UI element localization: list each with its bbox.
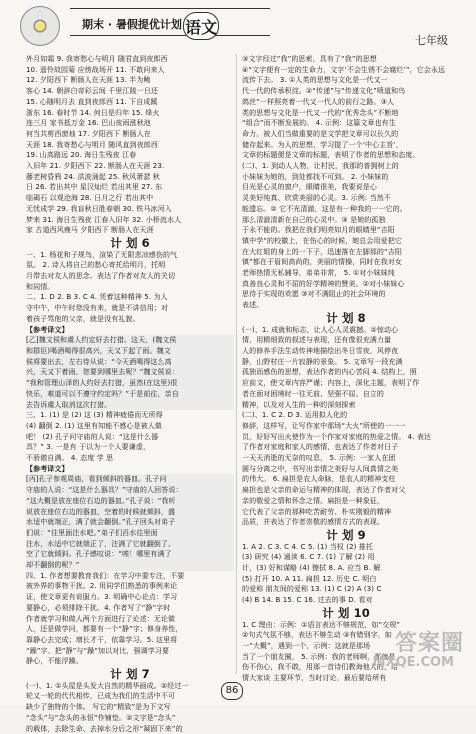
subject-badge: 语文: [183, 12, 219, 40]
answer-line: 证，使文章更有说服力。3. 明确中心论点：学习: [26, 593, 178, 602]
translation-line: [丙]孔子参观周庙，看到倾斜的器皿。孔子问: [26, 474, 234, 485]
answer-line: 的伟大。 6. 扁担是农人命脉，是农人的精神支柱: [242, 475, 396, 484]
answer-line: 真善良心灵和不屈的好学精神的赞美。②对小妹妹心: [242, 279, 405, 288]
answer-line: (二)、1. 到动人人物，让村民，我那的普拥树上的: [242, 162, 399, 171]
answer-line: 文章的标题便是文章的标题，表明了作者的思想和态度。: [242, 151, 420, 160]
answer-line: 1. A 2. C 3. C 4. C 5. (1) 当权 (2) 推托: [242, 542, 373, 551]
answer-line: 表述。: [242, 301, 264, 310]
answer-line: 目光是心灵的窗户，眼睛很美，我要说是心: [242, 183, 377, 192]
translation-line: 侯将要出去，左右侍从说：“今天酒喝得这么高: [26, 357, 234, 368]
answer-line: 思待于实现的欢愿 ③对不满阻止的社会环境的: [242, 290, 386, 299]
answer-line: “念头”与“念头的永恒”作铺垫。②文字是“念头”: [26, 713, 176, 722]
answer-line: 它代表了父亲的那种吃苦耐劳、朴实刚毅的精神: [242, 507, 392, 516]
translation-line: 快乐，难道可以不遵守约定吗？”于是前往，亲自: [26, 389, 234, 400]
answer-line: 无忧成学 29. 我盲秋日胜春朝 30. 铁马冰河入: [26, 204, 172, 213]
left-column: [26, 54, 234, 734]
answer-line: 作者就学习和做人两个方面进行了论述：无论做: [26, 614, 176, 623]
answer-line: 情，用精细致的叙述与表现，还有像很充满力量: [242, 336, 392, 345]
answer-line: 一“大概”，遇到一个，示例：这就是那场: [242, 641, 371, 650]
answer-line: 具？” 3. 一是有 于以为一个人要谦虚，: [26, 443, 151, 452]
translation-line: [乙]魏文侯和虞人约定好去打猎。这天，(魏文侯: [26, 335, 234, 346]
translation-line: 去告诉虞人取消这次打猎。: [26, 400, 234, 411]
answer-line: 静，山野村庄一片寂静的景象。 5. 文章写一段充满: [242, 357, 403, 366]
answer-line: 小妹妹为她的，到处都找不可到。 2. 小妹妹的: [242, 172, 389, 181]
translation-line: 水适中就端正，满了就会翻倒。”孔子回头对弟子: [26, 517, 234, 528]
answer-line: 圆与分离之中，书写出亲情之美好与人间真情之美: [242, 464, 399, 473]
answer-line: 四、1. 作者想要教育我们：在学习中要专注，不要: [26, 571, 185, 580]
answer-line: ④“文字便有一定的生命力，文字‘不会生锈不会腐烂’”，它会永远: [242, 65, 446, 74]
plan-heading: 计 划 9: [326, 527, 366, 542]
answer-line: 不骄傲自满。 4. 态度 学 思: [26, 454, 114, 463]
plan-heading: 计 划 6: [110, 235, 150, 250]
plan-heading: 计 划 10: [322, 605, 370, 620]
answer-line: 灵美好纯真、欣赏美丽的心灵。3. 示例: 当然不: [242, 194, 391, 203]
answer-line: 和同情。: [26, 282, 55, 291]
answer-line: 19. 山高路远 20. 海日生残夜 江春: [26, 151, 137, 160]
answer-line: 镇”都在于眉间高尚的，美丽的情操，同时在我对女: [242, 258, 402, 267]
answer-line: 代一代的传承积淀。②“传递”与“传递文化”喷道和鸟: [242, 87, 406, 96]
answer-line: 了作者对家庭和家人的感情，也表达了作者对日子: [242, 443, 399, 452]
translation-line: 说放在座位右边的器皿，空着的时候就倾斜，盛: [26, 507, 234, 518]
answer-line: 流传下去。 3. ①人类的思想与文化是一代又一: [242, 76, 388, 85]
answer-line: “组合”而不断发展的。 4. 示例：这篇文章也有生: [242, 119, 396, 128]
answer-line: 梦来 31. 海日生残夜 江春入旧年 32. 小桥流水人: [26, 215, 182, 224]
answer-line: ③文字经过“我”的思索，具有了“我”的思想: [242, 55, 377, 63]
answer-line: 家 古道西风瘦马 夕阳西下 断肠人在天涯: [26, 226, 154, 235]
answer-line: 入旧年 21. 夕阳西下 22. 断肠人在天涯 23.: [26, 162, 165, 171]
translation-line: 却不翻倒的呢？”: [26, 560, 234, 571]
grade-label: 七年级: [415, 34, 448, 47]
answer-line: 藤老树昏鸦 24. 洪波涌起 25. 秋风萧瑟 秋: [26, 172, 160, 181]
answer-line: 浙东 16. 春时节 14. 何日是归年 15. 烽火: [26, 108, 160, 117]
reference-translation-label: 【参考译文】: [26, 464, 69, 473]
answer-line: 连三月 家书抵万金 16. 巴山夜雨涨秋池: [26, 119, 151, 128]
series-title: 期末 · 暑假提优计划: [82, 18, 182, 31]
answer-line: 修辞，这样写，让写作家中那场“大火”所使的一一一: [242, 421, 406, 430]
answer-line: 一天天消逝的无奈的叹息， 5. 示例：一家人在团: [242, 454, 396, 463]
answer-line: 吧！ (2) 孔子问守庙的人说：“这是什么器: [26, 432, 159, 441]
right-column: [242, 54, 450, 684]
answer-line: 鸽丝”一样照亮着一代又一代人的前行之路。③人: [242, 97, 395, 106]
answer-line: 在大红姐的身上的一下子，迅速落在左脚那的“吉阳: [242, 247, 402, 256]
answer-line: (3) 研究 (4) 通读 6. C 7. (1) 了解 (2) 用: [242, 553, 375, 562]
answer-line: 应前文，使文章内容严谨；内容上，深化主题，表明了作: [242, 379, 420, 388]
answer-line: 静心，不能浮躁。: [26, 657, 83, 666]
answer-line: 何当共剪西窗烛 17. 夕阳西下 断肠人在: [26, 129, 151, 138]
answer-line: 被外界的事物干扰。2. 用同学们熟悉的事例来论: [26, 582, 178, 591]
answer-line: 一、1. 杨花和子规鸟，渲染了无限悲凉感伤的气: [26, 250, 178, 259]
answer-line: 精神，以及对人生的一种的深刻探索: [242, 400, 356, 409]
answer-line: “躁”字、把“静”与“躁”加以对比，强调学习要: [26, 646, 170, 655]
answer-line: 计，(3) 好和谋略 (4) 擦拭 8. A. 应当 B. 解: [242, 564, 381, 573]
answer-line: 外月如霜 9. 我寄愁心与明月 随君直到夜郎西: [26, 55, 168, 63]
answer-line: 情大家谈 主要环节，当时讨论，最后要给所有: [242, 674, 387, 683]
answer-line: 当了一个朋友圈， 5. 示例：我的老师啊，那就是: [242, 652, 396, 661]
answer-line: 孤独而感伤的思想，表达作者的内心苦闷 4. 结构上，照: [242, 368, 417, 377]
answer-line: 日 26. 若出其中 星汉灿烂 若出其里 27. 东: [26, 183, 163, 192]
answer-line: 人，还是做学问，都要有一个“静”字；修身养性，: [26, 625, 183, 634]
answer-line: (一)、1. 成就和标志，让人心人灵震撼。②惊动心: [242, 325, 399, 334]
answer-line: 二、1. D 2. B 3. C 4. 凭着这种精神 5. 为人: [26, 293, 168, 302]
answer-line: 客心 14. 朝辞白帝彩云间 千里江陵一日还: [26, 87, 159, 96]
answer-line: 守中午，中午时您没有来，就是不讲信用；对: [26, 304, 168, 313]
answer-line: 镇中学”的校徽上，在伤心的时候，她总会用爱把它: [242, 236, 402, 245]
answer-line: 月带去对友人的思念。表达了作者对友人的关切: [26, 272, 176, 281]
answer-line: 亲的敬爱之情和怀念之情。扁担是一种象征，: [242, 496, 384, 505]
answer-line: 缺少了独特的个体。 写它的“精致”是为下文写: [26, 703, 171, 712]
translation-line: “我和管理山泽的人约好去打猎，虽然(在这里)很: [26, 378, 234, 389]
answer-line: 类的思想与文化是一代又一代的“优秀念头”不断地: [242, 108, 399, 117]
reference-translation-label: 【参考译文】: [26, 325, 69, 334]
answer-line: 者在面对困境时一往无前、坚强不屈、自立的: [242, 389, 384, 398]
answer-line: 人的修养手法生动传神地描绘出冬日雪夜，风停夜: [242, 346, 399, 355]
translation-line: 和群臣)喝酒喝得很高兴，天又下起了雨。魏文: [26, 346, 234, 357]
answer-line: (一)、1. ①头屋是头发大自然的精华画成。②经过一: [26, 681, 189, 690]
answer-line: 的载体，去除生命、去掉水分后之形“凝固下来”的: [26, 724, 183, 733]
page-header: [0, 0, 476, 50]
answer-line: (5) 打开 10. A 11. 扁担 12. 历史 C. 明白: [242, 574, 377, 583]
answer-line: 能遗忘。② 它不光清澈，这是有一种我的一一它的。: [242, 204, 407, 213]
answer-line: 轮又一轮的代代相传，已成为我们的生活中不可: [26, 692, 176, 701]
translation-line: 兴，天又下着雨，您要到哪里去呢？”魏文侯说：: [26, 367, 234, 378]
answer-line: 12. 夕阳西下 断肠人在天涯 13. 半为鲍: [26, 76, 151, 85]
flower-logo-icon: [20, 6, 60, 46]
translation-line: “这大概是放在座位右边的器皿。”孔子说：“我听: [26, 496, 234, 507]
answer-line: 1. C 理由：示例：①语言表达不够规范，如“交规”: [242, 620, 401, 629]
answer-line: (4) 翻倒 2. (1) 这里有知能不感心是被人做: [26, 421, 163, 430]
translation-line: 守庙的人说：“这是什么器具？”守庙的人回答说：: [26, 485, 234, 496]
answer-line: 氛。 2. 诗人将自己的愁心寄托给明月，托明: [26, 261, 166, 270]
plan-heading: 计 划 7: [110, 667, 150, 682]
answer-line: 老师热情无私辅导，弟弟非常， 5. ①对小妹妹纯: [242, 269, 395, 278]
answer-line: 临碣石 以观沧海 28. 日月之行 若出其中: [26, 194, 154, 203]
answer-line: (4) B 14. B 15. C 16. 过去的事 D. 看对: [242, 596, 373, 605]
answer-line: 的爱称 朋友间的爱称 13. (1) C (2) A (3) C: [242, 585, 382, 594]
column-divider: [236, 54, 237, 674]
plan-heading: 计 划 8: [326, 310, 366, 325]
answer-line: 命力。被人们当做重要的是文学把文章可以长久的: [242, 129, 399, 138]
answer-line: 天涯 18. 我寄愁心与明月 随风直到夜郎西: [26, 140, 159, 149]
answer-line: 着孩子骂他的父亲，就是没有礼貌。: [26, 314, 140, 323]
answer-line: 15. 心随明月去 直到夜郎西 11. 下自成蹊: [26, 97, 158, 106]
answer-line: 伤不伤心，我不敢，用那一首诗们教诲他人的，给: [242, 663, 399, 672]
answer-line: 那么清澈清新在自己的心灵中。③ 是她的孤独: [242, 215, 386, 224]
answer-line: 储存起来。为人的思想，学习提了一个‘中心主旨’，: [242, 140, 403, 149]
answer-line: (二)、1. C 2. D 3. 运用拟人化的: [242, 411, 348, 420]
translation-line: 空了它就倾斜。孔子感叹说：“唉！哪里有满了: [26, 549, 234, 560]
answer-line: 靠静心去完成；增长才干，依靠学习。5. 这里将: [26, 635, 178, 644]
translation-line: 们说：“往里面注水吧。”弟子们舀水往里面: [26, 528, 234, 539]
answer-line: 品质，并表达了作者崇敬的感情方式的表现。: [242, 518, 384, 527]
watermark-logo: 答案圈: [394, 631, 464, 656]
page-number: 86: [221, 682, 243, 700]
watermark-url: MXQE.COM: [372, 655, 454, 670]
translation-line: 注水，水适中它就端正了，注满了它就翻倒了。: [26, 539, 234, 550]
answer-line: 员，好好写出火使作为一个作家对家庭的热爱之情。 4. 表达: [242, 432, 432, 441]
answer-line: 三、1. (1) 是 (2) 这 (3) 精神疲倦而无所得: [26, 411, 163, 420]
answer-line: 于永不能的。我把在我们明亮如月的眼睛里“吉阳: [242, 226, 395, 235]
answer-line: 要静心，必须排除干扰。4. 作者写了“静”字时: [26, 603, 171, 612]
answer-line: 10. 遥怜故园菊 应傍战场开 11. 不敢问来人: [26, 65, 165, 74]
answer-line: ②句式气氛不够，表达不够生动 ③有错别字，如: [242, 631, 392, 640]
answer-line: 扁担也是父亲的命运与精神的体现，表达了作者对父: [242, 486, 406, 495]
